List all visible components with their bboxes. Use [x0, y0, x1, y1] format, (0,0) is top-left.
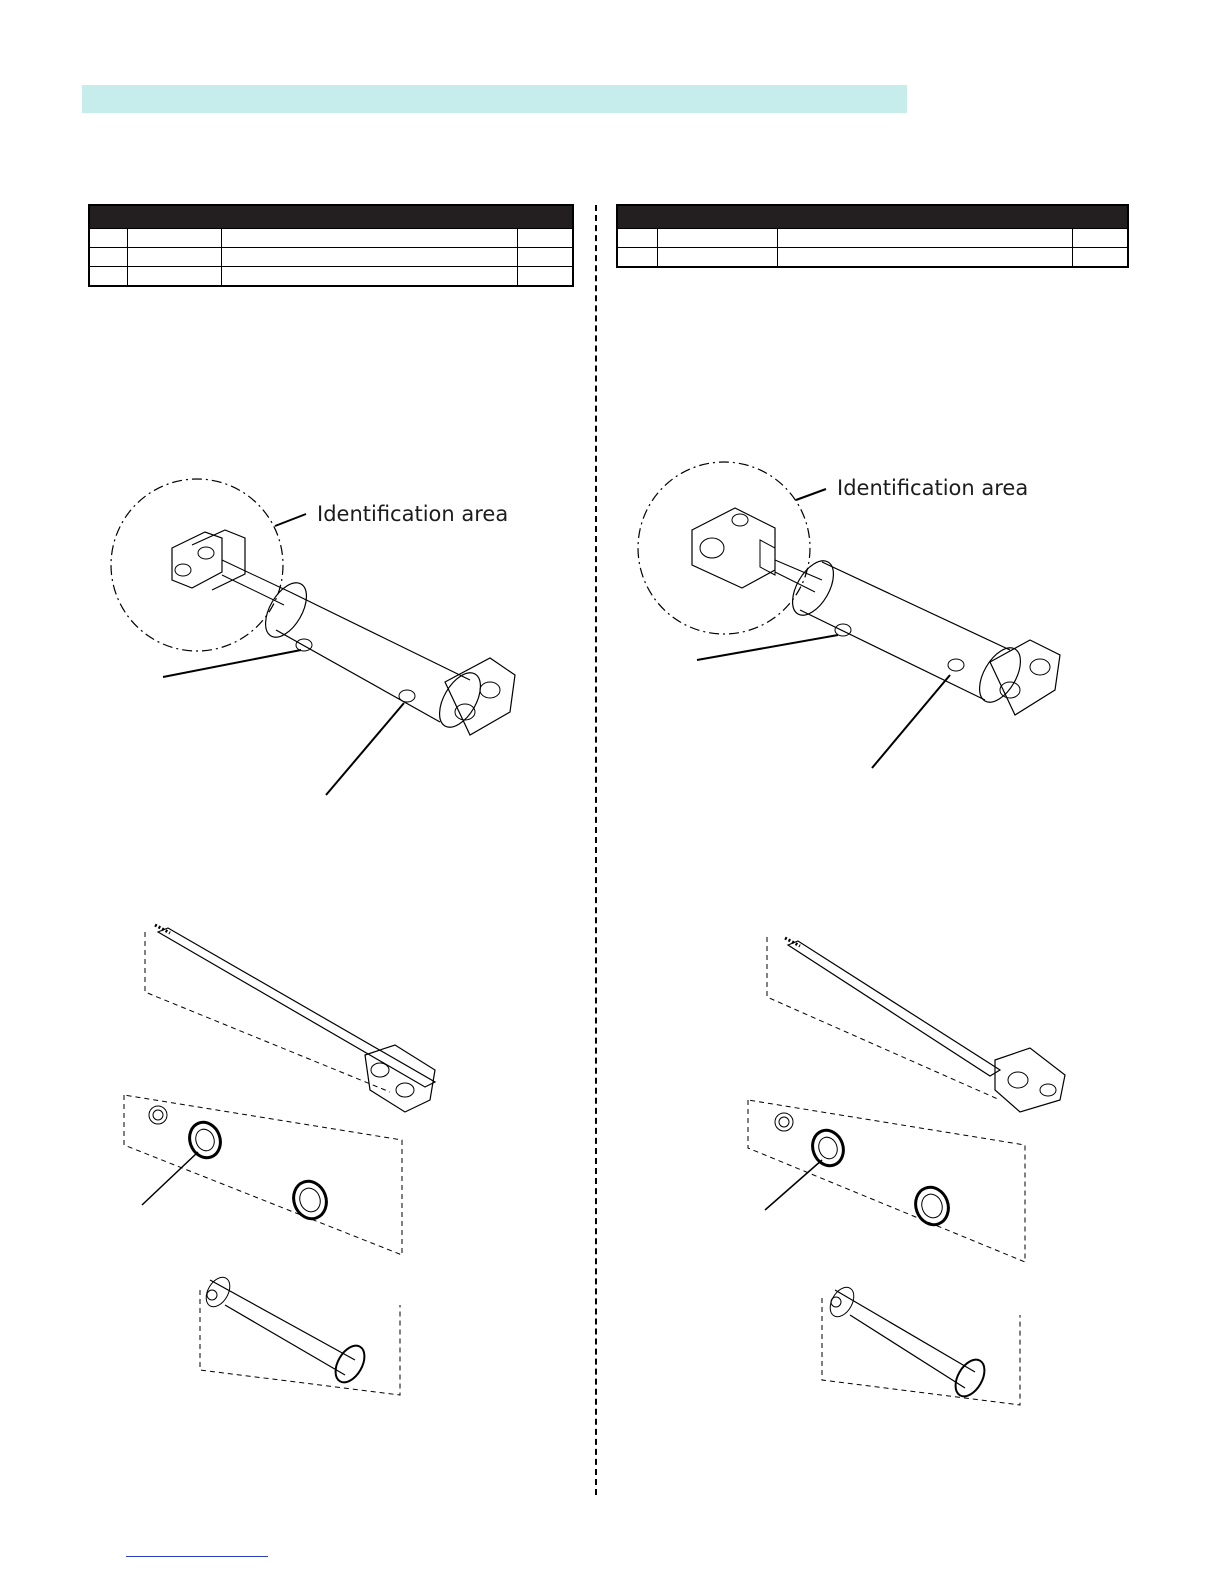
- table-header: [89, 205, 573, 229]
- table-header-bar: [89, 205, 573, 229]
- table-cell: [1072, 229, 1128, 248]
- table-cell: [89, 229, 127, 248]
- port-leader: [697, 635, 838, 660]
- hydraulic-port: [835, 624, 851, 636]
- table-cell: [517, 248, 573, 267]
- parts-table-right: [616, 204, 1129, 268]
- table-cell: [221, 267, 517, 287]
- footer-link-underline[interactable]: [126, 1556, 268, 1557]
- exploded-view-right: [748, 937, 1065, 1405]
- port-leader: [163, 650, 301, 677]
- table-cell: [657, 229, 777, 248]
- hydraulic-port: [948, 659, 964, 671]
- identification-area-label-right: Identification area: [837, 476, 1029, 500]
- identification-circle-left: [111, 479, 283, 651]
- seal-leader: [765, 1160, 822, 1210]
- table-cell: [127, 229, 221, 248]
- identification-leader-right: [796, 489, 826, 500]
- table-row: [89, 248, 573, 267]
- table-cell: [221, 229, 517, 248]
- hydraulic-port: [399, 690, 415, 702]
- identification-area-label-left: Identification area: [317, 502, 509, 526]
- table-header-bar: [617, 205, 1128, 229]
- table-cell: [127, 248, 221, 267]
- table-cell: [617, 248, 657, 268]
- table-cell: [777, 248, 1072, 268]
- exploded-view-left: [124, 925, 435, 1395]
- section-title-band: [82, 85, 907, 113]
- table-cell: [89, 267, 127, 287]
- table-cell: [617, 229, 657, 248]
- identification-leader-left: [275, 514, 306, 526]
- table-cell: [517, 229, 573, 248]
- identification-circle-right: [638, 462, 810, 634]
- cylinder-assembly-left: [111, 479, 515, 795]
- port-leader: [326, 703, 404, 795]
- table-cell: [127, 267, 221, 287]
- cylinder-assembly-right: [638, 462, 1060, 768]
- seal-leader: [142, 1152, 198, 1205]
- table-header: [617, 205, 1128, 229]
- table-cell: [1072, 248, 1128, 268]
- hydraulic-port: [296, 639, 312, 651]
- table-row: [89, 229, 573, 248]
- table-cell: [221, 248, 517, 267]
- table-cell: [777, 229, 1072, 248]
- parts-table-left: [88, 204, 574, 287]
- port-leader: [872, 675, 950, 768]
- table-row: [89, 267, 573, 287]
- column-divider: [595, 205, 597, 1495]
- table-cell: [517, 267, 573, 287]
- table-cell: [657, 248, 777, 268]
- table-cell: [89, 248, 127, 267]
- table-row: [617, 229, 1128, 248]
- table-row: [617, 248, 1128, 268]
